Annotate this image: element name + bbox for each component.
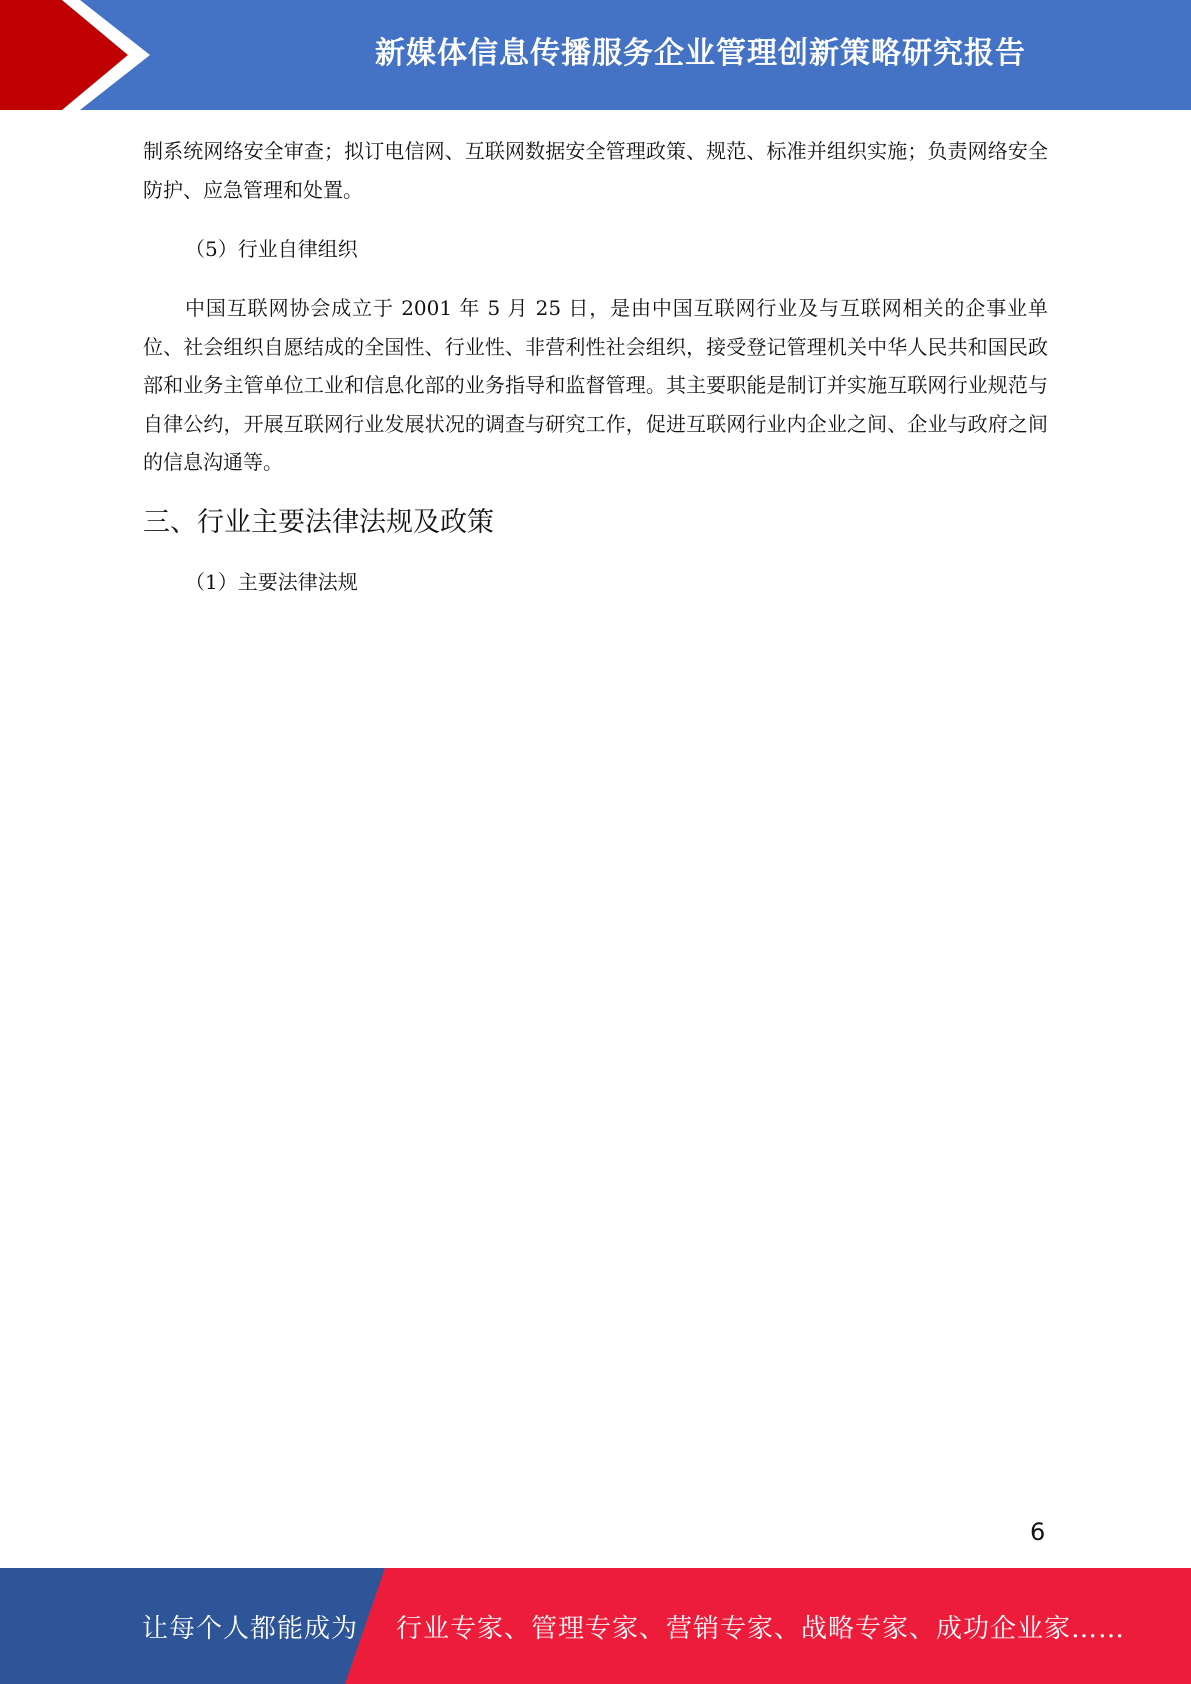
header-chevron-decoration xyxy=(0,0,170,110)
page-number: 6 xyxy=(1030,1518,1046,1546)
subheading-self-regulation: （5）行业自律组织 xyxy=(185,237,358,261)
page-footer xyxy=(0,1568,1191,1684)
footer-slogan-right: 行业专家、管理专家、营销专家、战略专家、成功企业家…… xyxy=(396,1613,1126,1644)
page-content xyxy=(143,132,1048,622)
footer-slogan-left: 让每个人都能成为 xyxy=(142,1613,359,1644)
report-title: 新媒体信息传播服务企业管理创新策略研究报告 xyxy=(375,36,1026,71)
paragraph-internet-society: 中国互联网协会成立于 2001 年 5 月 25 日，是由中国互联网行业及与互联网相关的企事业单位、社会组织自愿结成的全国性、行业性、非营利性社会组织，接受登记管理机关中华人民共和国民政部和业务主管单位工业和信息化部的业务指导和监督管理。其主要职能是制订并实施互联网行业规范与自律公约，开展互联网行业发展状况的调查与研究工作，促进互联网行业内企业之间、企业与政府之间的信息沟通等。 xyxy=(143,296,1048,474)
section-title-laws-policies: 三、行业主要法律法规及政策 xyxy=(143,506,494,538)
subheading-main-laws: （1）主要法律法规 xyxy=(185,569,358,594)
page-header xyxy=(0,0,1191,110)
paragraph-network-security: 制系统网络安全审查；拟订电信网、互联网数据安全管理政策、规范、标准并组织实施；负责网络安全防护、应急管理和处置。 xyxy=(143,139,1048,202)
